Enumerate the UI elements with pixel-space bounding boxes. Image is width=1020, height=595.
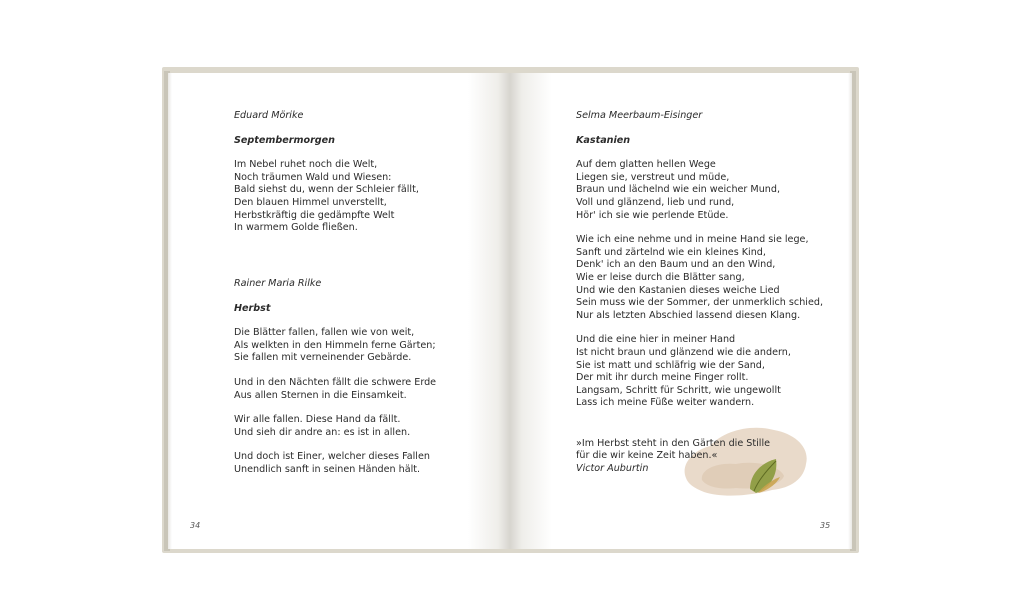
- poem-line: Sie ist matt und schläfrig wie der Sand,: [576, 359, 765, 371]
- poem-line: Wie ich eine nehme und in meine Hand sie lege,: [576, 234, 809, 246]
- poem-line: Der mit ihr durch meine Finger rollt.: [576, 372, 749, 384]
- poem-line: Lass ich meine Füße weiter wandern.: [576, 397, 755, 409]
- quote-author: Victor Auburtin: [576, 462, 649, 474]
- poem-line: Und die eine hier in meiner Hand: [576, 334, 736, 346]
- poem-3: [576, 110, 823, 410]
- poem-line: Nur als letzten Abschied lassend diesen Klang.: [576, 309, 801, 321]
- poem-line: Unendlich sanft in seinen Händen hält.: [234, 463, 421, 475]
- poem-line: Herbstkräftig die gedämpfte Welt: [234, 209, 395, 221]
- poem-line: Liegen sie, verstreut und müde,: [576, 171, 730, 183]
- poem-line: Sanft und zärtelnd wie ein kleines Kind,: [576, 246, 766, 258]
- poem-line: Den blauen Himmel unverstellt,: [234, 196, 387, 208]
- poem-line: Sie fallen mit verneinender Gebärde.: [234, 352, 412, 364]
- poem-line: Wie er leise durch die Blätter sang,: [576, 271, 745, 283]
- poem-line: Als welkten in den Himmeln ferne Gärten;: [234, 339, 436, 351]
- poem-line: Braun und lächelnd wie ein weicher Mund,: [576, 184, 781, 196]
- poem-line: Und wie den Kastanien dieses weiche Lied: [576, 284, 780, 296]
- poem-author: Selma Meerbaum-Eisinger: [576, 110, 703, 121]
- poem-line: Ist nicht braun und glänzend wie die andern,: [576, 346, 791, 358]
- poem-author: Eduard Mörike: [234, 110, 304, 121]
- poem-line: Und sieh dir andre an: es ist in allen.: [234, 426, 411, 438]
- poem-line: Noch träumen Wald und Wiesen:: [234, 171, 392, 183]
- page-number-right: 35: [820, 521, 831, 530]
- poem-line: Aus allen Sternen in die Einsamkeit.: [234, 389, 407, 401]
- poem-line: Die Blätter fallen, fallen wie von weit,: [234, 327, 415, 339]
- page-number-left: 34: [190, 521, 201, 530]
- poem-line: Im Nebel ruhet noch die Welt,: [234, 159, 378, 171]
- poem-author: Rainer Maria Rilke: [234, 278, 322, 289]
- poem-line: Langsam, Schritt für Schritt, wie ungewollt: [576, 384, 781, 396]
- poem-line: Hör' ich sie wie perlende Etüde.: [576, 209, 729, 221]
- poem-title: Herbst: [234, 302, 271, 314]
- quote-block: [576, 438, 770, 475]
- poem-line: Und in den Nächten fällt die schwere Erde: [234, 376, 437, 388]
- poem-2: [234, 278, 436, 477]
- poem-1: [234, 110, 419, 235]
- poem-line: Wir alle fallen. Diese Hand da fällt.: [234, 414, 401, 426]
- poem-line: In warmem Golde fließen.: [234, 222, 358, 234]
- quote-line: »Im Herbst steht in den Gärten die Stille: [576, 438, 771, 449]
- poem-line: Voll und glänzend, lieb und rund,: [576, 196, 735, 208]
- poem-line: Bald siehst du, wenn der Schleier fällt,: [234, 184, 419, 196]
- quote-line: für die wir keine Zeit haben.«: [576, 450, 718, 462]
- poem-line: Auf dem glatten hellen Wege: [576, 159, 716, 171]
- poem-line: Denk' ich an den Baum und an den Wind,: [576, 259, 776, 271]
- poem-title: Septembermorgen: [234, 134, 336, 146]
- poem-line: Und doch ist Einer, welcher dieses Fallen: [234, 451, 430, 463]
- poem-line: Sein muss wie der Sommer, der unmerklich schied,: [576, 297, 823, 309]
- poem-title: Kastanien: [576, 134, 631, 146]
